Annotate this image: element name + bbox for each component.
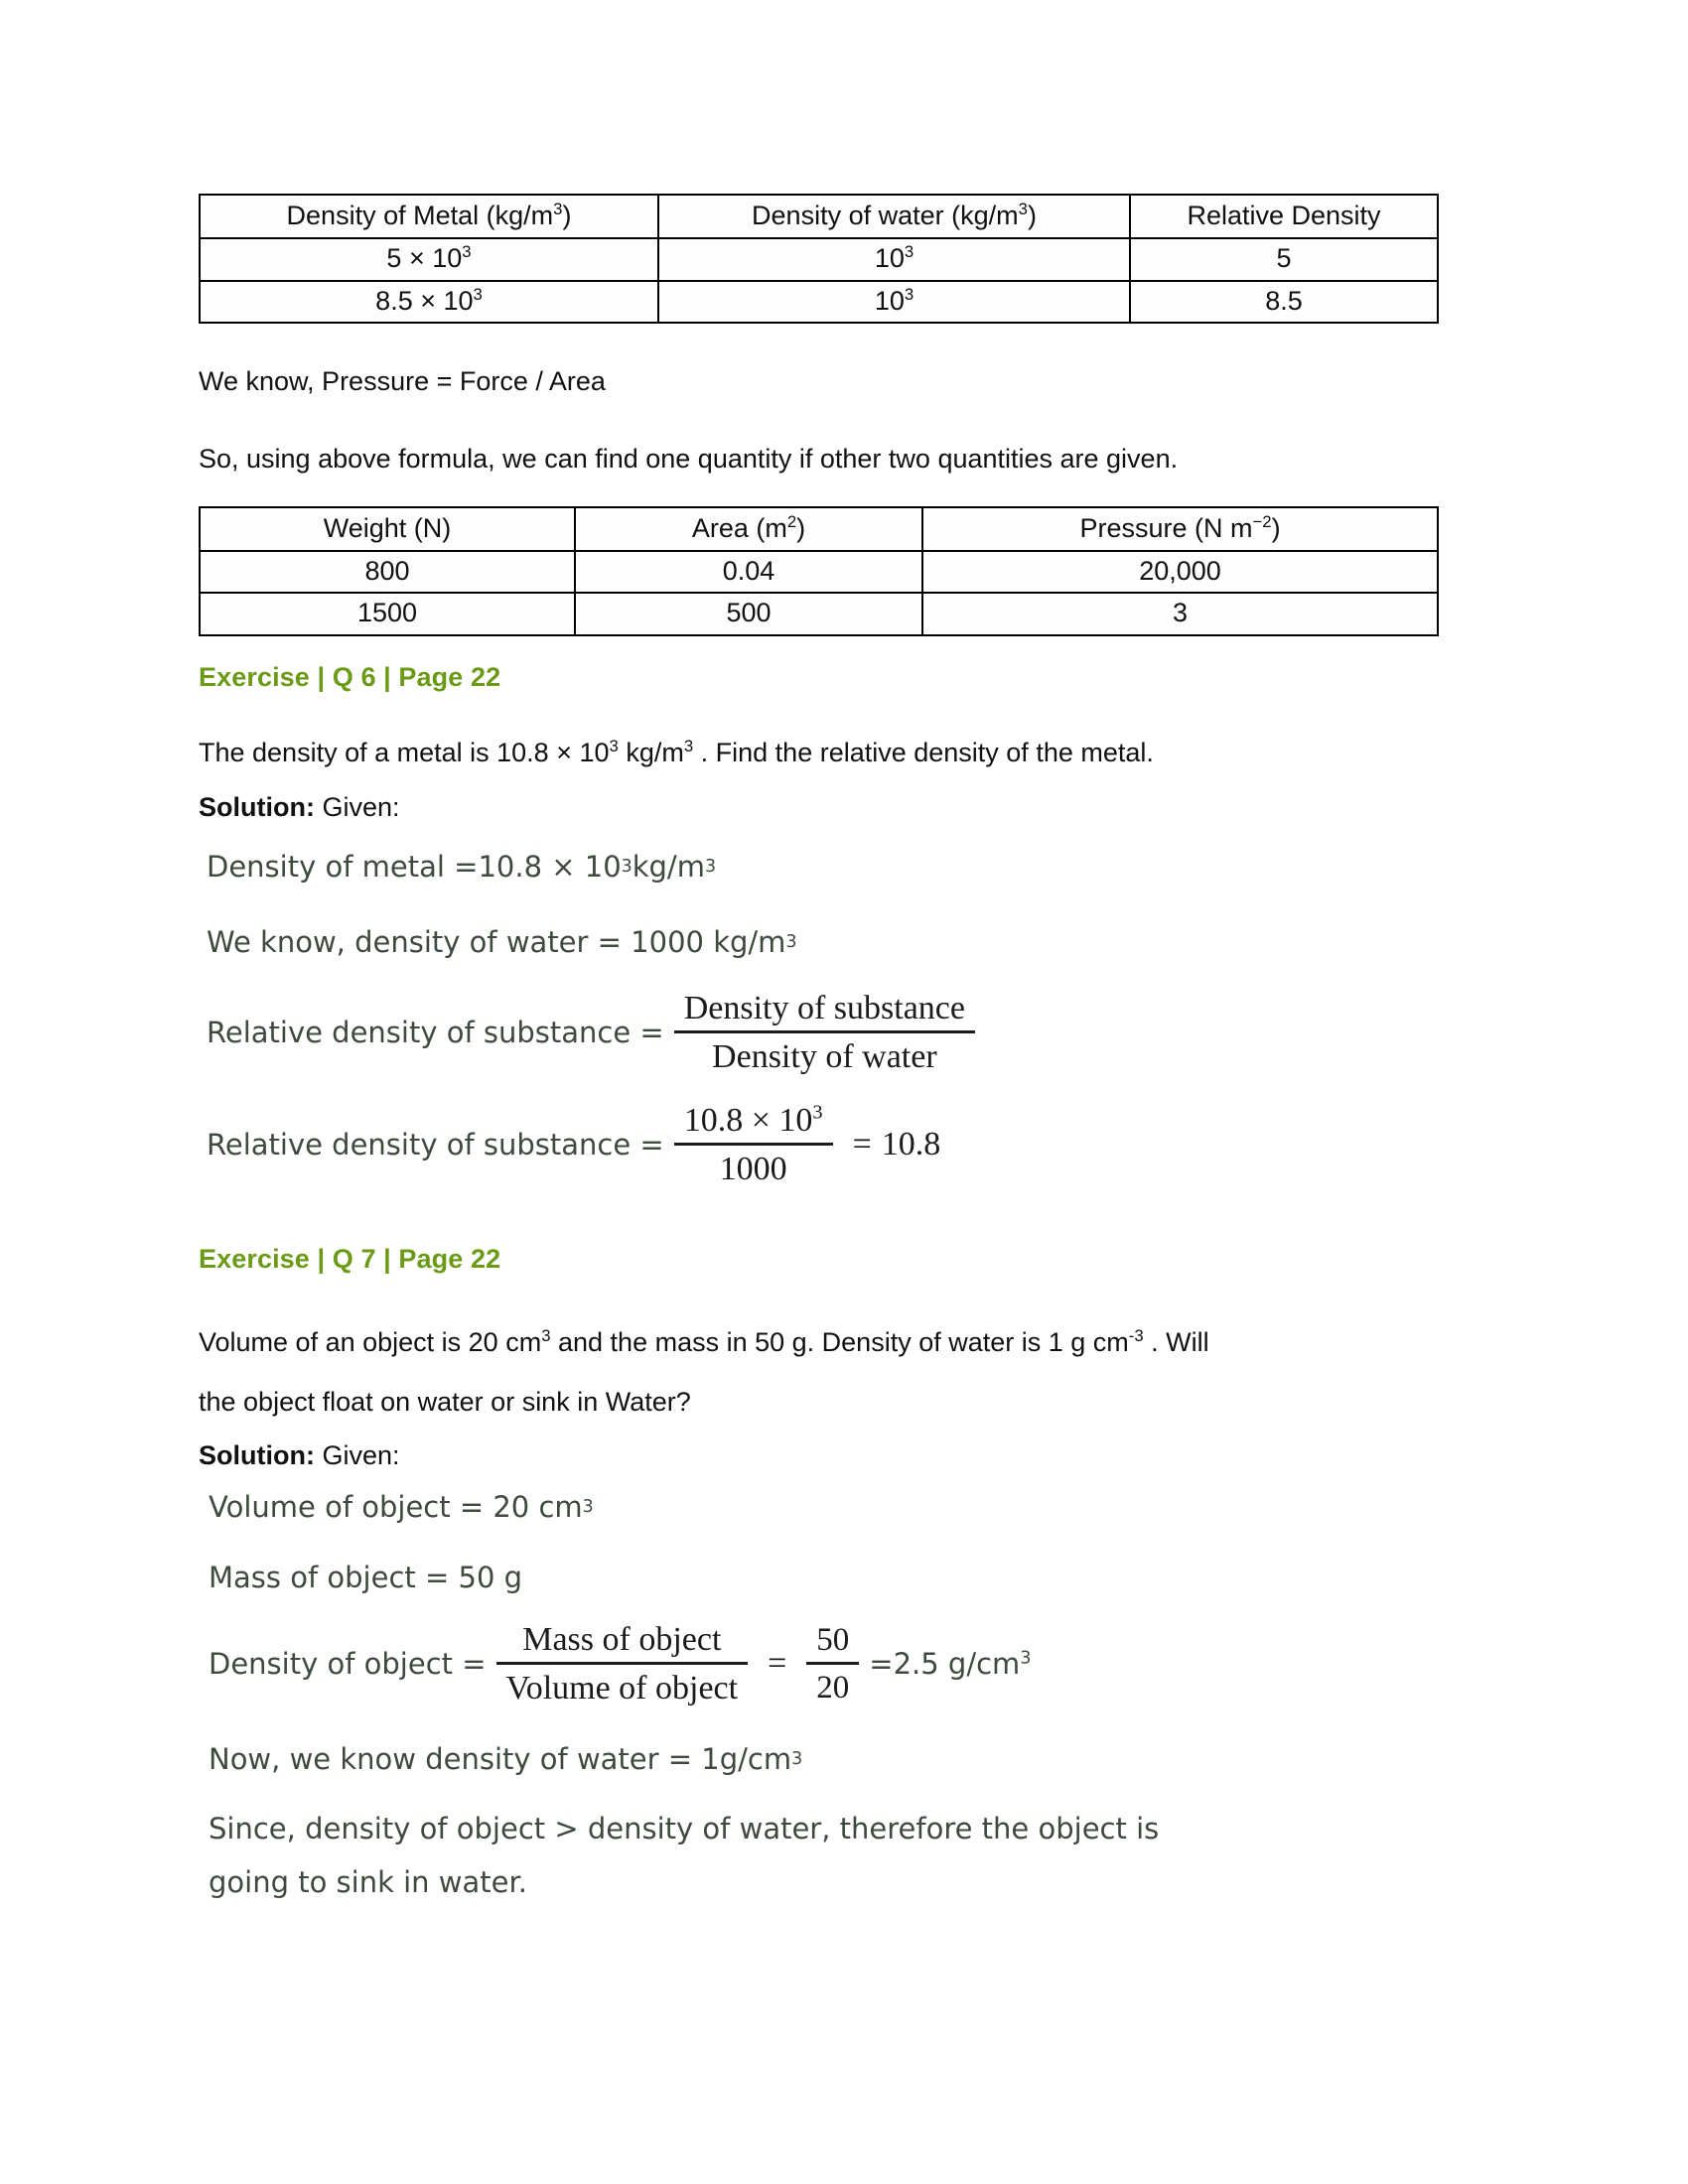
header-text: Weight (N)	[323, 512, 452, 543]
cell-sup: 3	[904, 284, 914, 304]
fraction-denominator: Volume of object	[496, 1662, 749, 1706]
weight-area-pressure-table	[199, 506, 1439, 636]
fraction-numerator: Density of substance	[683, 990, 965, 1027]
cell-sup: 3	[904, 242, 914, 262]
header-sup: 2	[786, 511, 797, 531]
density-result	[894, 1646, 1032, 1682]
math-volume-of-object: Volume of object = 20 cm 3	[209, 1490, 594, 1525]
header-sup: 3	[1018, 200, 1028, 218]
table-cell: 0.04	[575, 551, 922, 593]
fraction-numerator: Mass of object	[522, 1620, 722, 1658]
fraction-denominator: 20	[806, 1662, 859, 1706]
table-header-cell	[200, 195, 658, 238]
formula-usage-line: So, using above formula, we can find one quantity if other two quantities are given.	[199, 443, 1179, 474]
math-text: Density of object =	[209, 1647, 487, 1682]
question-prefix: The density of a metal is 10.8 × 10	[199, 737, 610, 767]
question-part: Volume of an object is 20 cm	[199, 1326, 542, 1357]
exercise-heading-q6: Exercise | Q 6 | Page 22	[199, 661, 501, 692]
cell-sup: 3	[473, 284, 483, 304]
equals-sign-2: =	[869, 1647, 894, 1682]
pressure-formula-line: We know, Pressure = Force / Area	[199, 366, 606, 397]
density-result-sup: 3	[1020, 1648, 1032, 1669]
table-cell: 20,000	[922, 551, 1438, 593]
table-cell	[658, 281, 1130, 323]
table-cell	[200, 281, 658, 323]
math-text: Relative density of substance =	[207, 1128, 664, 1162]
table-row	[200, 281, 1438, 323]
header-sup: −2	[1252, 511, 1272, 531]
table-row	[200, 238, 1438, 280]
header-text: Relative Density	[1187, 201, 1381, 230]
header-sup: 3	[553, 200, 563, 218]
exercise-heading-q7: Exercise | Q 7 | Page 22	[199, 1243, 501, 1274]
table-cell: 1500	[200, 593, 575, 634]
cell-text: 8.5	[1265, 285, 1303, 316]
question-text-q7-line2: the object float on water or sink in Water?	[199, 1386, 691, 1417]
table-header-cell	[1130, 195, 1438, 238]
header-tail: )	[796, 512, 806, 543]
math-relative-density-formula	[207, 990, 1440, 1076]
math-text: Relative density of substance =	[207, 1016, 664, 1050]
relative-density-result: 10.8	[881, 1126, 941, 1163]
table-cell	[658, 238, 1130, 280]
math-relative-density-value	[207, 1102, 1440, 1188]
equals-sign: =	[768, 1644, 787, 1682]
table-cell	[1130, 238, 1438, 280]
table-cell	[200, 238, 658, 280]
header-tail: )	[1271, 512, 1281, 543]
question-sup: 3	[683, 736, 694, 755]
math-density-of-object	[209, 1621, 1440, 1707]
question-mid: kg/m	[618, 737, 684, 767]
table-cell	[1130, 281, 1438, 323]
math-density-of-metal: Density of metal =10.8 × 10 3 kg/m 3	[207, 849, 717, 884]
math-density-of-water: We know, density of water = 1000 kg/m 3	[207, 924, 797, 959]
math-mass-of-object: Mass of object = 50 g	[209, 1560, 523, 1594]
header-text: Density of Metal (kg/m	[286, 201, 554, 230]
cell-text: 5 × 10	[386, 243, 463, 274]
solution-label-q6	[199, 792, 1440, 823]
question-suffix: . Find the relative density of the metal.	[693, 737, 1154, 767]
solution-label-q7	[199, 1440, 1440, 1471]
conclusion-line-1: Since, density of object > density of water, therefore the object is	[209, 1811, 1160, 1845]
table-row	[200, 593, 1438, 634]
table-cell: 3	[922, 593, 1438, 634]
table-cell: 500	[575, 593, 922, 634]
fraction-relative-density-value	[674, 1102, 833, 1188]
table-header-row	[200, 195, 1438, 238]
fraction-numerator: 50	[816, 1621, 850, 1658]
math-text: Density of metal =10.8 × 10	[207, 849, 622, 884]
question-sup: -3	[1128, 1325, 1144, 1345]
math-text: kg/m	[632, 849, 705, 884]
cell-text: 10	[874, 285, 905, 316]
fraction-density-of-object	[496, 1621, 749, 1707]
question-text-q6	[199, 733, 1440, 774]
question-text-q7-line1	[199, 1322, 1440, 1364]
header-text: Area (m	[691, 512, 787, 543]
table-header-cell	[922, 507, 1438, 551]
cell-text: 5	[1276, 243, 1292, 274]
solution-bold-label: Solution:	[199, 1440, 315, 1471]
fraction-relative-density	[674, 990, 975, 1076]
header-text: Pressure (N m	[1079, 512, 1253, 543]
cell-text: 10	[874, 243, 905, 274]
math-text: Now, we know density of water = 1g/cm	[209, 1741, 792, 1776]
math-water-density-note: Now, we know density of water = 1g/cm 3	[209, 1741, 803, 1776]
table-header-row	[200, 507, 1438, 551]
cell-sup: 3	[462, 242, 472, 262]
solution-given-text: Given:	[314, 1440, 400, 1471]
question-sup: 3	[609, 736, 619, 755]
cell-text: 8.5 × 10	[375, 285, 474, 316]
document-content	[199, 194, 1440, 1900]
fraction-numerator	[674, 1102, 833, 1143]
solution-given-text: Given:	[314, 791, 400, 822]
table-header-cell	[575, 507, 922, 551]
fraction-fifty-over-twenty	[806, 1622, 859, 1706]
table-row	[200, 551, 1438, 593]
conclusion-line-2: going to sink in water.	[209, 1865, 527, 1900]
question-part: . Will	[1143, 1326, 1209, 1357]
density-result-text: 2.5 g/cm	[893, 1647, 1021, 1682]
question-part: and the mass in 50 g. Density of water is 1 g cm	[550, 1326, 1129, 1357]
table-cell: 800	[200, 551, 575, 593]
math-text: Volume of object = 20 cm	[209, 1490, 583, 1525]
solution-bold-label: Solution:	[199, 791, 315, 822]
fraction-denominator: Density of water	[674, 1030, 975, 1075]
numerator-sup: 3	[812, 1101, 823, 1124]
question-sup: 3	[541, 1325, 551, 1345]
density-relative-density-table	[199, 194, 1439, 324]
header-tail: )	[1027, 201, 1037, 230]
numerator-base: 10.8 × 10	[683, 1101, 813, 1139]
header-text: Density of water (kg/m	[752, 201, 1019, 230]
math-text: We know, density of water = 1000 kg/m	[207, 924, 786, 959]
equals-sign: =	[852, 1126, 872, 1163]
fraction-denominator: 1000	[674, 1143, 833, 1187]
table-header-cell	[200, 507, 575, 551]
table-header-cell	[658, 195, 1130, 238]
header-tail: )	[562, 201, 572, 230]
